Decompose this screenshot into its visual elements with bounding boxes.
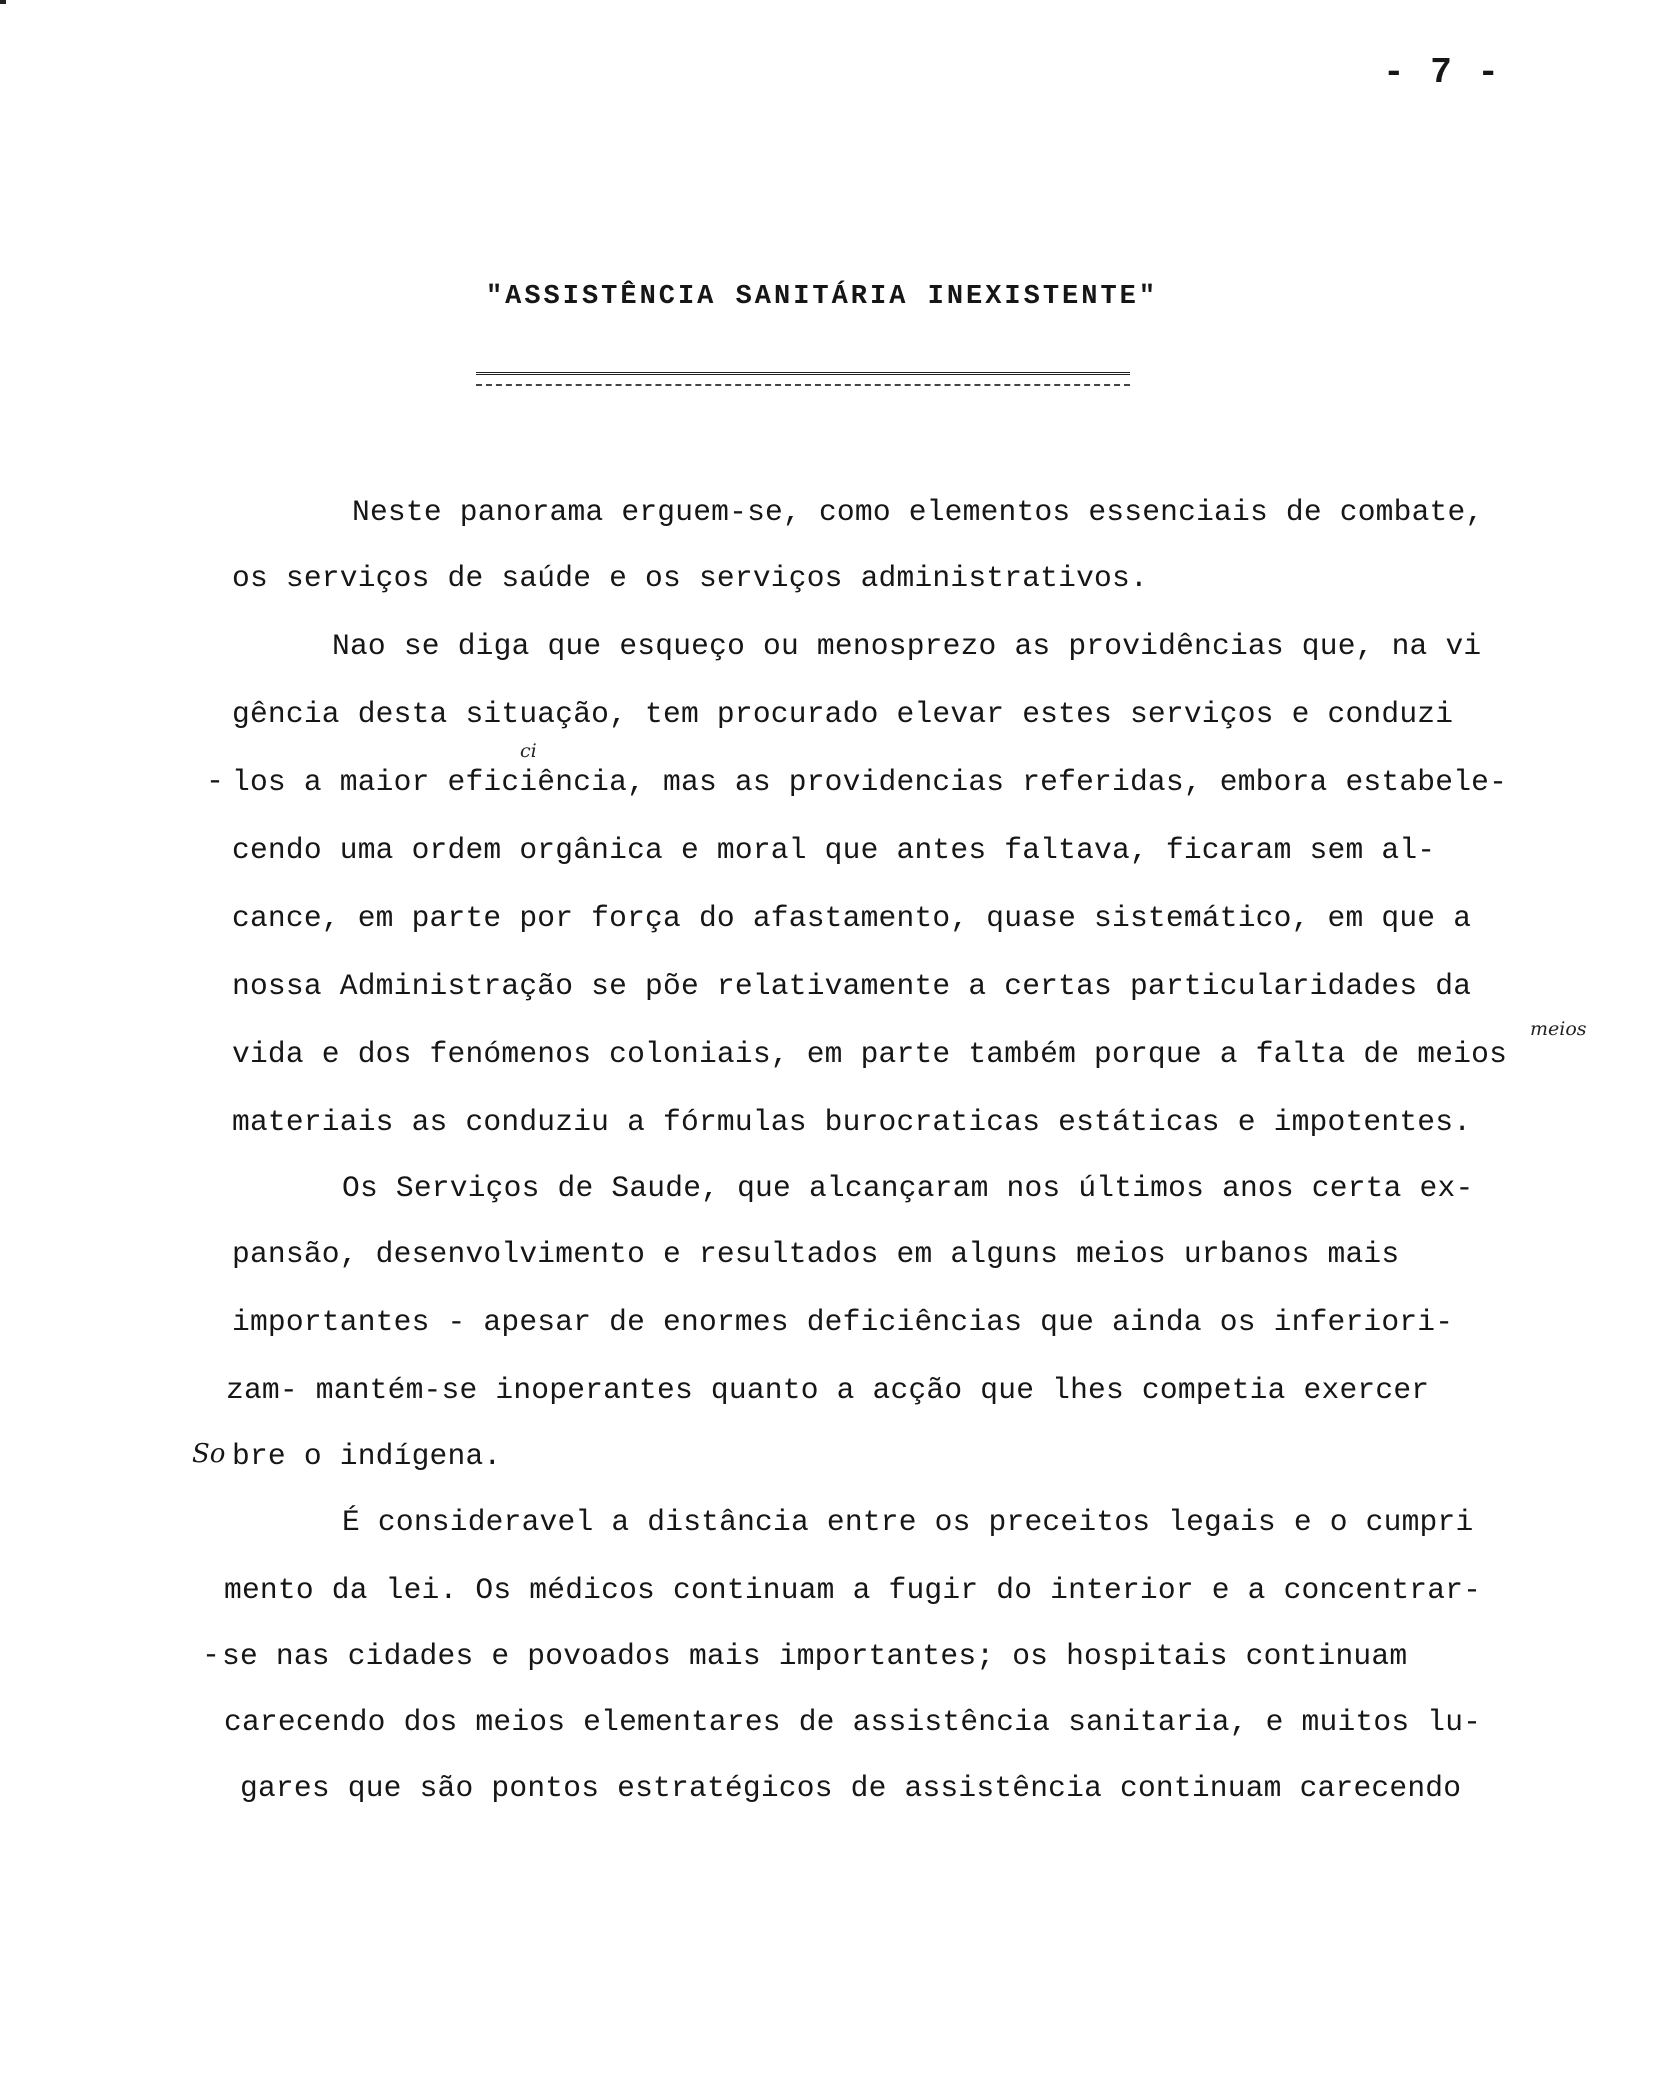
margin-handwritten-prefix: So <box>192 1439 226 1469</box>
text-line: cance, em parte por força do afastamento, quase sistemático, em que a <box>232 901 1472 935</box>
text-line: Neste panorama erguem-se, como elementos essenciais de combate, <box>352 495 1484 529</box>
title-underline <box>476 372 1130 386</box>
scan-corner-mark <box>0 0 6 4</box>
margin-dash: - <box>202 1639 221 1673</box>
text-line: os serviços de saúde e os serviços administrativos. <box>232 561 1148 595</box>
text-line: nossa Administração se põe relativamente a certas particularidades da <box>232 969 1472 1003</box>
page-number: - 7 - <box>1382 52 1502 93</box>
margin-dash: - <box>206 765 225 799</box>
text-line: pansão, desenvolvimento e resultados em alguns meios urbanos mais <box>232 1237 1400 1271</box>
text-line: los a maior eficiência, mas as providencias referidas, embora estabele- <box>232 765 1508 799</box>
text-line: gência desta situação, tem procurado elevar estes serviços e conduzi <box>232 697 1454 731</box>
text-line: Os Serviços de Saude, que alcançaram nos últimos anos certa ex- <box>342 1171 1474 1205</box>
handwritten-correction: meios <box>1530 1018 1587 1040</box>
handwritten-correction: ci <box>520 740 537 762</box>
text-line: É consideravel a distância entre os preceitos legais e o cumpri <box>342 1505 1474 1539</box>
text-line: Nao se diga que esqueço ou menosprezo as providências que, na vi <box>332 629 1482 663</box>
text-line: cendo uma ordem orgânica e moral que antes faltava, ficaram sem al- <box>232 833 1436 867</box>
text-line: zam- mantém-se inoperantes quanto a acção que lhes competia exercer <box>226 1373 1430 1407</box>
text-line: gares que são pontos estratégicos de assistência continuam carecendo <box>240 1771 1462 1805</box>
text-line: mento da lei. Os médicos continuam a fugir do interior e a concentrar- <box>224 1573 1482 1607</box>
text-line: se nas cidades e povoados mais importantes; os hospitais continuam <box>222 1639 1408 1673</box>
text-line: bre o indígena. <box>232 1439 502 1473</box>
document-title: "ASSISTÊNCIA SANITÁRIA INEXISTENTE" <box>485 282 1159 312</box>
text-line: carecendo dos meios elementares de assistência sanitaria, e muitos lu- <box>224 1705 1482 1739</box>
text-line: materiais as conduziu a fórmulas burocraticas estáticas e impotentes. <box>232 1105 1472 1139</box>
text-line: vida e dos fenómenos coloniais, em parte também porque a falta de meios <box>232 1037 1508 1071</box>
text-line: importantes - apesar de enormes deficiências que ainda os inferiori- <box>232 1305 1454 1339</box>
